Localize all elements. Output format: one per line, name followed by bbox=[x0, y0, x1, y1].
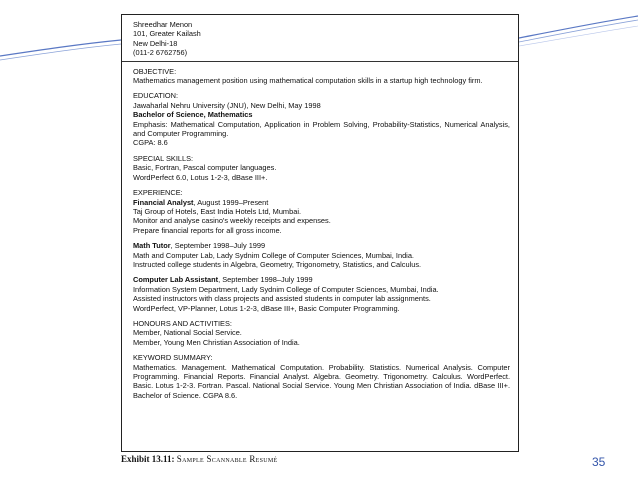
contact-phone: (011-2 6762756) bbox=[133, 48, 188, 58]
job-detail: Math and Computer Lab, Lady Sydnim College of Computer Sciences, Mumbai, India. bbox=[133, 250, 414, 260]
job-detail: Monitor and analyse casino's weekly receipts and expenses. bbox=[133, 216, 331, 226]
job-detail: Information System Department, Lady Sydnim College of Computer Sciences, Mumbai, India. bbox=[133, 284, 439, 294]
job-detail: Instructed college students in Algebra, Geometry, Trigonometry, Statistics, and Calculus. bbox=[133, 259, 422, 269]
education-emphasis: Emphasis: Mathematical Computation, Application in Problem Solving, Probability-Statistics, Numerical Analysis, and Computer Programming. bbox=[133, 119, 510, 139]
job-computer-lab-assistant bbox=[133, 275, 510, 313]
contact-name: Shreedhar Menon bbox=[133, 20, 193, 29]
job-math-tutor bbox=[133, 241, 510, 269]
honours-item: Member, Young Men Christian Association of India. bbox=[133, 337, 300, 347]
exhibit-label: Exhibit 13.11: bbox=[121, 454, 175, 464]
honours-section bbox=[133, 319, 510, 347]
education-school: Jawaharlal Nehru University (JNU), New Delhi, May 1998 bbox=[133, 100, 321, 110]
objective-heading: OBJECTIVE: bbox=[133, 66, 177, 76]
contact-block bbox=[133, 20, 510, 58]
education-section bbox=[133, 91, 510, 147]
honours-item: Member, National Social Service. bbox=[133, 328, 242, 338]
resume-document bbox=[121, 14, 519, 452]
objective-section bbox=[133, 67, 510, 86]
skills-line-2: WordPerfect 6.0, Lotus 1-2-3, dBase III+. bbox=[133, 172, 268, 182]
job-detail: Taj Group of Hotels, East India Hotels Ltd, Mumbai. bbox=[133, 206, 302, 216]
contact-address-2: New Delhi-18 bbox=[133, 38, 178, 48]
objective-text: Mathematics management position using mathematical computation skills in a startup high technology firm. bbox=[133, 76, 483, 86]
skills-line-1: Basic, Fortran, Pascal computer languages. bbox=[133, 163, 277, 173]
header-divider bbox=[122, 61, 518, 62]
job-dates: , August 1999–Present bbox=[193, 197, 269, 207]
job-detail: Prepare financial reports for all gross income. bbox=[133, 225, 282, 235]
job-dates: , September 1998–July 1999 bbox=[218, 275, 313, 285]
experience-section bbox=[133, 188, 510, 313]
experience-heading: EXPERIENCE: bbox=[133, 188, 183, 198]
job-title: Financial Analyst bbox=[133, 197, 194, 207]
keywords-text: Mathematics. Management. Mathematical Computation. Probability. Statistics. Numerical Analysis. Computer Programming. Financial Reports. Financial Analyst. Algebra. Geometry. Trigonometry. Calculus. WordPerfect. Basic. Lotus 1-2-3. Fortran. Pascal. National Social Service. Young Men Christian Association of India. dBase III+. Bachelor of Science. CGPA 8.6. bbox=[133, 362, 510, 400]
keywords-heading: KEYWORD SUMMARY: bbox=[133, 353, 213, 363]
exhibit-title: Sample Scannable Resumé bbox=[176, 454, 278, 464]
education-degree: Bachelor of Science, Mathematics bbox=[133, 110, 253, 120]
skills-section bbox=[133, 154, 510, 182]
job-detail: Assisted instructors with class projects and assisted students in computer lab assignments. bbox=[133, 294, 431, 304]
contact-address-1: 101, Greater Kailash bbox=[133, 29, 201, 39]
job-dates: , September 1998–July 1999 bbox=[170, 241, 266, 251]
skills-heading: SPECIAL SKILLS: bbox=[133, 153, 194, 163]
job-financial-analyst bbox=[133, 198, 510, 236]
job-title: Computer Lab Assistant bbox=[133, 275, 219, 285]
job-detail: WordPerfect, VP-Planner, Lotus 1-2-3, dBase III+, Basic Computer Programming. bbox=[133, 303, 400, 313]
job-title: Math Tutor bbox=[133, 241, 171, 251]
keywords-section bbox=[133, 353, 510, 400]
page-number: 35 bbox=[592, 455, 606, 469]
exhibit-caption bbox=[121, 454, 278, 464]
education-cgpa: CGPA: 8.6 bbox=[133, 138, 168, 148]
education-heading: EDUCATION: bbox=[133, 91, 179, 101]
honours-heading: HONOURS AND ACTIVITIES: bbox=[133, 318, 232, 328]
